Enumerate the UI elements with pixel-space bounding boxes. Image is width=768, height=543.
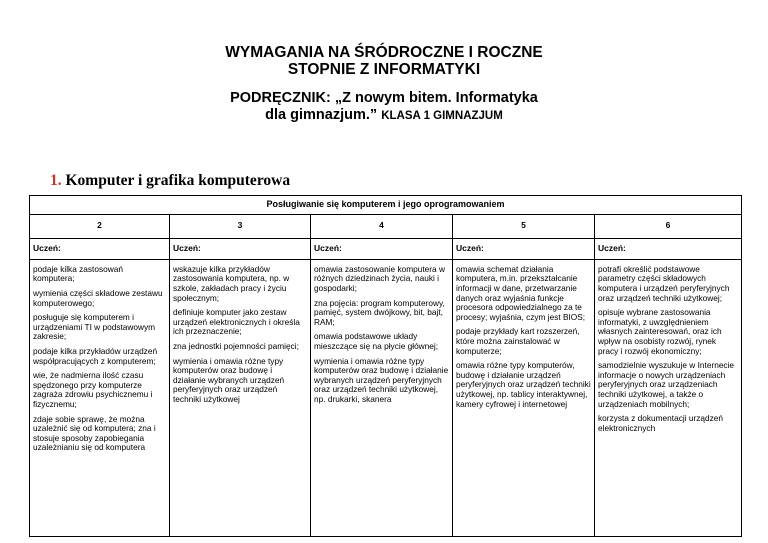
subtitle-line-2	[0, 107, 768, 125]
requirements-cell-grade-2	[30, 259, 170, 536]
requirements-row	[30, 259, 742, 536]
grade-level-cell: 2	[30, 214, 170, 239]
section-number: 1.	[50, 172, 62, 189]
requirement-item: wymienia części składowe zestawu komputerowego;	[33, 287, 163, 308]
section-heading	[50, 172, 290, 190]
requirement-item: omawia schemat działania komputera, m.in. przekształcanie informacji w dane, przetwarzanie danych oraz wyjaśnia funkcje procesora odpowiedzialnego za te procesy; wyjaśnia, czym jest BIOS;	[456, 263, 586, 322]
document-title	[0, 44, 768, 78]
student-label: Uczeń:	[170, 239, 311, 260]
subtitle-book-end: dla gimnazjum.”	[265, 107, 378, 123]
document-subtitle	[0, 90, 768, 125]
grade-level-cell: 5	[453, 214, 595, 239]
requirement-item: podaje kilka zastosowań komputera;	[33, 263, 123, 284]
requirements-cell-grade-4	[311, 259, 453, 536]
requirement-item: omawia podstawowe układy mieszczące się na płycie głównej;	[314, 331, 439, 351]
student-label: Uczeń:	[30, 239, 170, 260]
requirement-item: zna pojęcia: program komputerowy, pamięć, system dwójkowy, bit, bajt, RAM;	[314, 297, 445, 327]
requirement-item: zdaje sobie sprawę, że można uzależnić się od komputera; zna i stosuje sposoby zapobiegania uzależnianiu się od komputera	[33, 413, 156, 453]
requirement-item: samodzielnie wyszukuje w Internecie informacje o nowych urządzeniach peryferyjnych oraz urządzeniach techniki użytkowej, a także o urządzeniach mobilnych;	[598, 360, 735, 409]
requirement-item: omawia zastosowanie komputera w różnych dziedzinach życia, nauki i gospodarki;	[314, 263, 445, 293]
requirement-item: zna jednostki pojemności pamięci;	[173, 340, 299, 351]
requirement-item: wymienia i omawia różne typy komputerów oraz budowę i działanie wybranych urządzeń peryferyjnych oraz urządzeń techniki użytkowej, np. drukarki, skanera	[314, 355, 449, 404]
student-label-row	[30, 239, 742, 260]
requirement-item: potrafi określić podstawowe parametry części składowych komputera i urządzeń peryferyjnych oraz urządzeń techniki użytkowej;	[598, 263, 730, 303]
grade-level-row	[30, 214, 742, 239]
subtitle-line-1: PODRĘCZNIK: „Z nowym bitem. Informatyka	[230, 90, 538, 106]
requirement-item: wskazuje kilka przykładów zastosowania komputera, np. w szkole, zakładach pracy i życiu społecznym;	[173, 263, 290, 303]
title-line-1: WYMAGANIA NA ŚRÓDROCZNE I ROCZNE	[225, 44, 543, 61]
section-title: Komputer i grafika komputerowa	[65, 172, 291, 189]
requirement-item: definiuje komputer jako zestaw urządzeń elektronicznych i określa ich przeznaczenie;	[173, 307, 300, 337]
requirements-cell-grade-6	[595, 259, 742, 536]
requirement-item: korzysta z dokumentacji urządzeń elektronicznych	[598, 413, 723, 433]
requirement-item: wymienia i omawia różne typy komputerów oraz budowę i działanie wybranych urządzeń peryferyjnych oraz urządzeń techniki użytkowej	[173, 355, 285, 404]
requirements-table	[29, 195, 742, 537]
student-label: Uczeń:	[453, 239, 595, 260]
grade-level-cell: 6	[595, 214, 742, 239]
requirement-item: wie, że nadmierna ilość czasu spędzonego przy komputerze zagraża zdrowiu psychicznemu i fizycznemu;	[33, 370, 153, 409]
grade-level-cell: 3	[170, 214, 311, 239]
requirement-item: omawia różne typy komputerów, budowę i działanie urządzeń peryferyjnych oraz urządzeń techniki użytkowej, np. tablicy interaktywnej, kamery cyfrowej i internetowej	[456, 360, 591, 409]
requirement-item: opisuje wybrane zastosowania informatyki, z uwzględnieniem własnych zainteresowań, oraz ich wpływ na osobisty rozwój, rynek pracy i rozwój ekonomiczny;	[598, 307, 722, 356]
requirement-item: podaje kilka przykładów urządzeń współpracujących z komputerem;	[33, 345, 158, 366]
requirement-item: podaje przykłady kart rozszerzeń, które można zainstalować w komputerze;	[456, 326, 580, 356]
title-line-2: STOPNIE Z INFORMATYKI	[287, 61, 481, 78]
table-caption: Posługiwanie się komputerem i jego oprogramowaniem	[30, 196, 742, 215]
requirements-cell-grade-5	[453, 259, 595, 536]
caption-row	[30, 196, 742, 215]
student-label: Uczeń:	[595, 239, 742, 260]
student-label: Uczeń:	[311, 239, 453, 260]
requirement-item: posługuje się komputerem i urządzeniami TI w podstawowym zakresie;	[33, 312, 156, 342]
subtitle-class: KLASA 1 GIMNAZJUM	[381, 110, 503, 122]
requirements-cell-grade-3	[170, 259, 311, 536]
grade-level-cell: 4	[311, 214, 453, 239]
